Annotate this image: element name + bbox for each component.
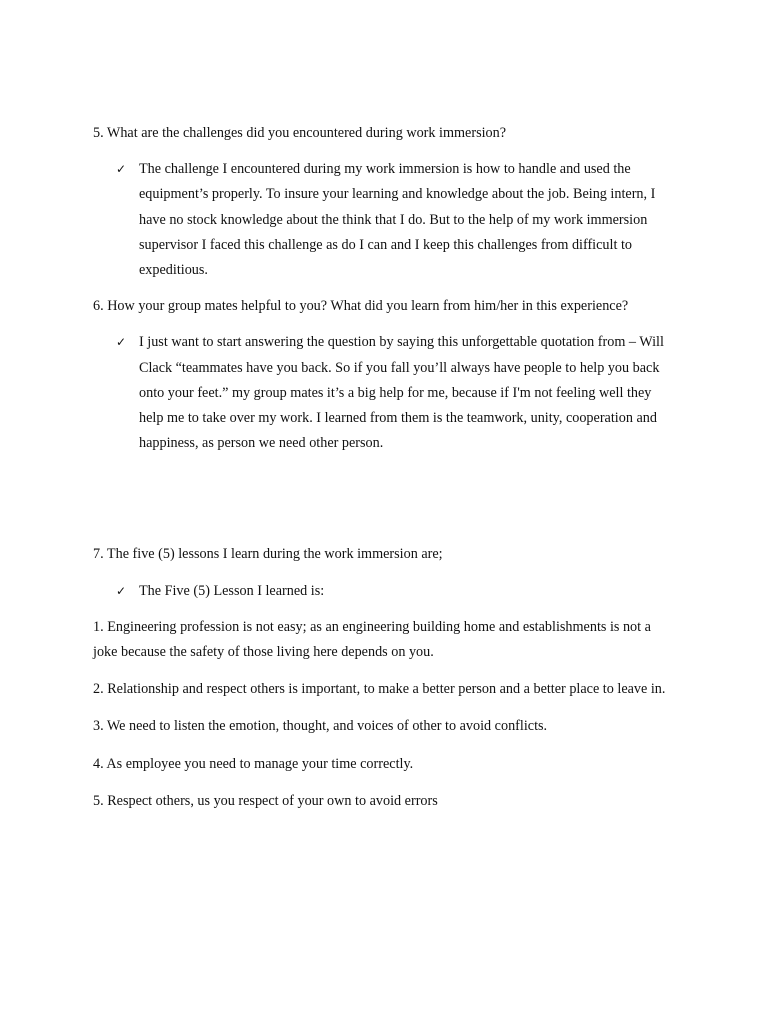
answer-5-text: The challenge I encountered during my work immersion is how to handle and used the equipment’s properly. To insure your learning and knowledge about the job. Being intern, I have no stock knowledge about the think that I do. But to the help of my work immersion supervisor I faced this challenge as do I can and I keep this challenges from difficult to expeditious. — [139, 161, 656, 279]
answer-6-text: I just want to start answering the question by saying this unforgettable quotation from – Will Clack “teammates have you back. So if you fall you’ll always have people to help you back onto your feet.” my group mates it’s a big help for me, because if I'm not feeling well they help me to take over my work. I learned from them is the teamwork, unity, cooperation and happiness, as person we need other person. — [139, 334, 664, 452]
lesson-item: 2. Relationship and respect others is important, to make a better person and a better place to leave in. — [93, 681, 666, 698]
lesson-item: 4. As employee you need to manage your time correctly. — [93, 755, 414, 772]
lesson-item: 3. We need to listen the emotion, thought, and voices of other to avoid conflicts. — [93, 718, 548, 735]
answer-5 — [93, 157, 678, 283]
lesson-item: 1. Engineering profession is not easy; as an engineering building home and establishments is not a joke because the safety of those living here depends on you. — [93, 618, 651, 661]
question-7: 7. The five (5) lessons I learn during the work immersion are; — [93, 546, 443, 563]
checkmark-icon: ✓ — [116, 335, 127, 350]
answer-6 — [93, 330, 678, 456]
checkmark-icon: ✓ — [116, 162, 127, 177]
question-6: 6. How your group mates helpful to you? What did you learn from him/her in this experience? — [93, 298, 629, 315]
lesson-item: 5. Respect others, us you respect of your own to avoid errors — [93, 792, 438, 809]
checkmark-icon: ✓ — [116, 583, 127, 598]
answer-7 — [93, 579, 678, 604]
document-page — [93, 121, 678, 826]
answer-7-text: The Five (5) Lesson I learned is: — [139, 582, 325, 599]
question-5: 5. What are the challenges did you encountered during work immersion? — [93, 125, 507, 141]
